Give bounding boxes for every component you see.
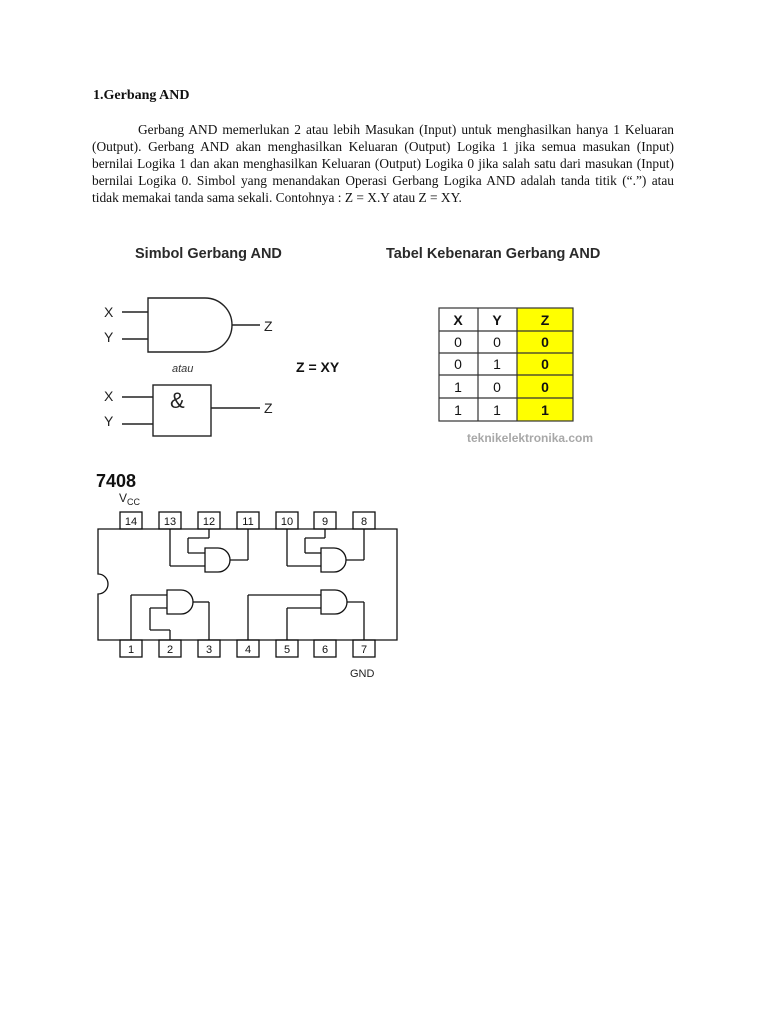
table-cell: 1 xyxy=(493,356,501,372)
table-cell: 0 xyxy=(454,356,462,372)
pin-label: 11 xyxy=(242,516,254,528)
gate2-input-x: X xyxy=(104,388,114,404)
gate1-input-y: Y xyxy=(104,329,114,345)
pin-label: 5 xyxy=(283,644,291,656)
ampersand-symbol: & xyxy=(170,388,185,413)
gate1-input-x: X xyxy=(104,304,114,320)
table-cell: 1 xyxy=(493,402,501,418)
table-cell: 0 xyxy=(493,334,501,350)
table-cell: 1 xyxy=(541,402,549,418)
equation: Z = XY xyxy=(296,359,340,375)
watermark: teknikelektronika.com xyxy=(467,431,594,445)
gnd-label: GND xyxy=(350,668,375,680)
body-paragraph: Gerbang AND memerlukan 2 atau lebih Masukan (Input) untuk menghasilkan hanya 1 Keluaran (Output). Gerbang AND akan menghasilkan Keluaran (Output) Logika 1 jika semua masukan (Input) bernilai Logika 1 dan akan menghasilkan Keluaran (Output) Logika 0 jika salah satu dari masukan (Input) bernilai Logika 0. Simbol yang menandakan Operasi Gerbang Logika AND adalah tanda titik (“.”) atau tidak memakai tanda sama sekali. Contohnya : Z = X.Y atau Z = XY. xyxy=(92,122,674,205)
gate1-output-z: Z xyxy=(264,318,273,334)
gate2-output-z: Z xyxy=(264,400,273,416)
pin-label: 2 xyxy=(166,644,174,656)
section-heading: 1.Gerbang AND xyxy=(93,88,190,103)
table-cell: 0 xyxy=(541,334,549,350)
pin-label: 1 xyxy=(127,644,135,656)
pin-label: 6 xyxy=(321,644,329,656)
table-header-z: Z xyxy=(540,312,550,328)
table-header-y: Y xyxy=(492,312,502,328)
gate2-input-y: Y xyxy=(104,413,114,429)
pin-label: 12 xyxy=(202,516,216,528)
vcc-label: $V_{CC}$ xyxy=(119,491,141,507)
table-cell: 1 xyxy=(454,402,462,418)
table-cell: 0 xyxy=(493,379,501,395)
pin-label: 3 xyxy=(205,644,213,656)
ic-name: 7408 xyxy=(96,471,137,491)
table-cell: 0 xyxy=(454,334,462,350)
table-header-x: X xyxy=(453,312,463,328)
pin-label: 13 xyxy=(163,516,177,528)
pin-label: 14 xyxy=(124,516,138,528)
pin-label: 7 xyxy=(360,644,368,656)
pin-label: 8 xyxy=(360,516,368,528)
pin-label: 10 xyxy=(280,516,294,528)
table-cell: 0 xyxy=(541,379,549,395)
or-label: atau xyxy=(172,363,194,375)
truth-table-title: Tabel Kebenaran Gerbang AND xyxy=(386,246,601,262)
table-cell: 1 xyxy=(454,379,462,395)
pin-label: 9 xyxy=(321,516,329,528)
table-cell: 0 xyxy=(541,356,549,372)
symbol-title: Simbol Gerbang AND xyxy=(135,246,282,262)
pin-label: 4 xyxy=(244,644,252,656)
